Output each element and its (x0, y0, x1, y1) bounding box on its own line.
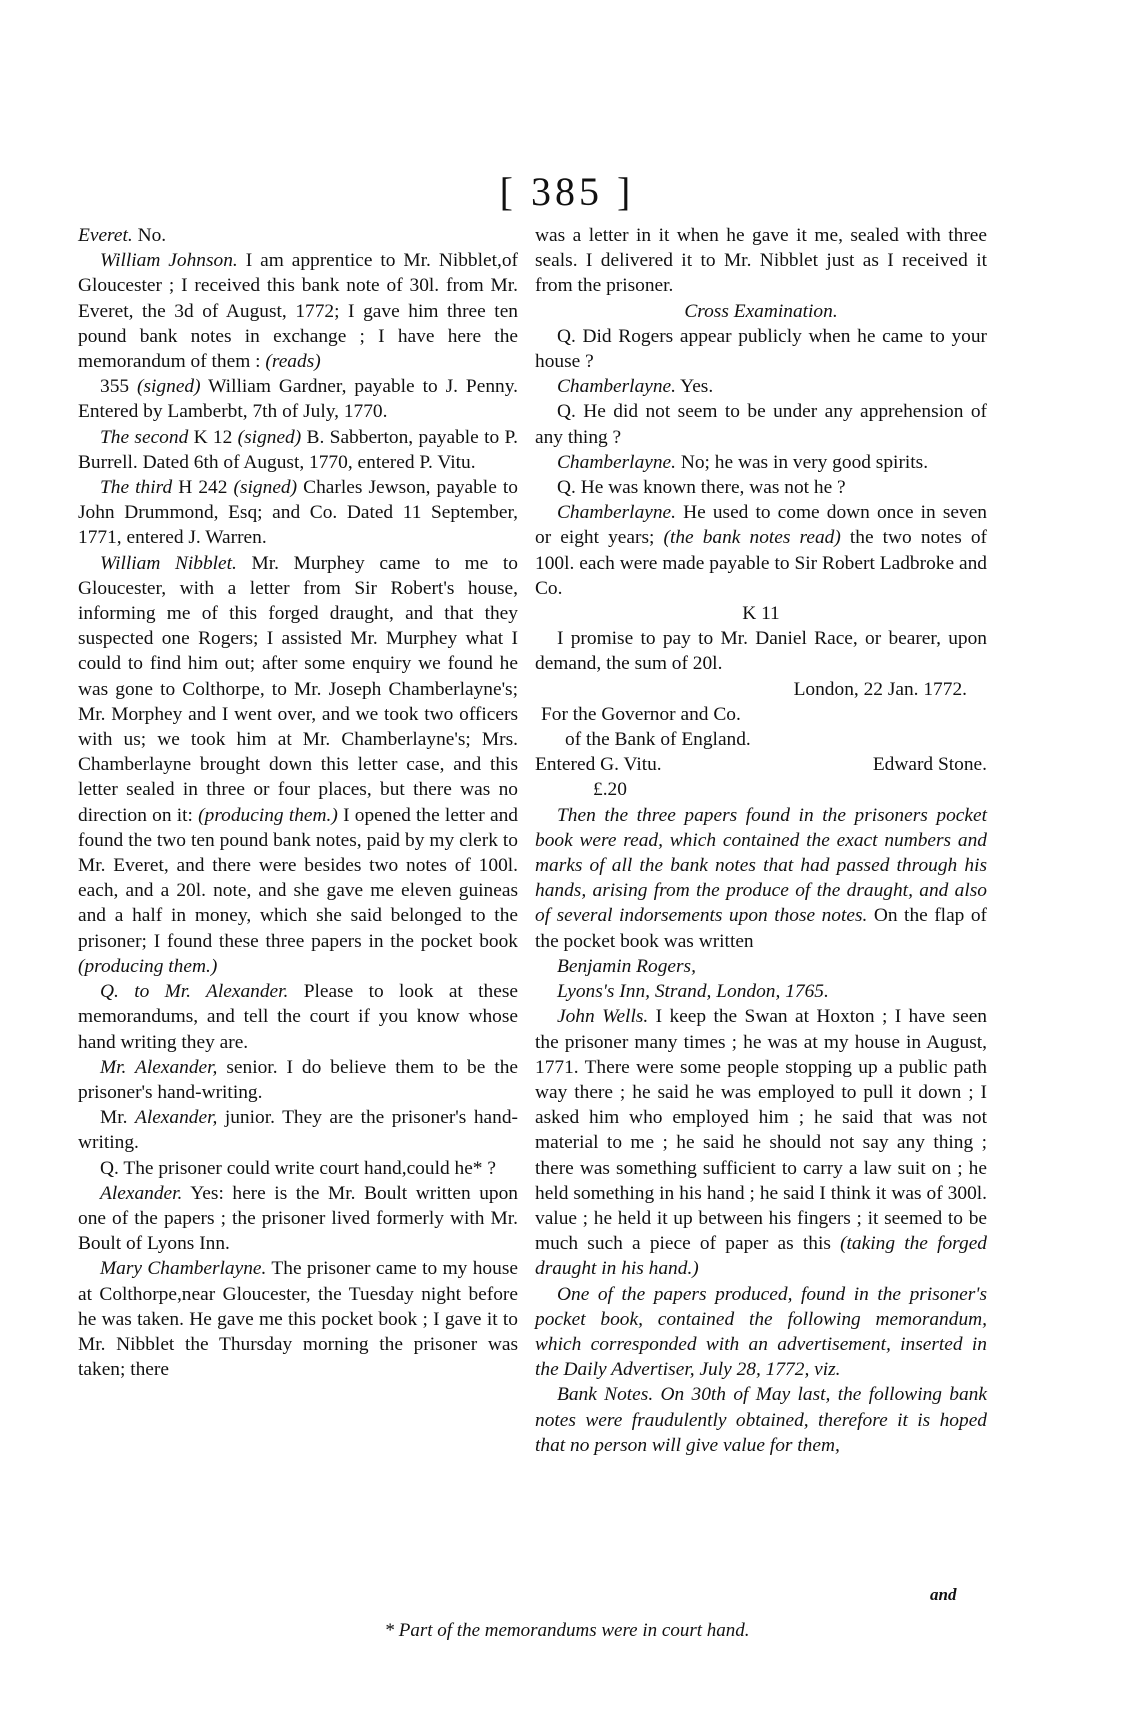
footnote: * Part of the memorandums were in court hand. (384, 1620, 750, 1641)
speaker: Mr. Alexander, (100, 1056, 218, 1078)
paragraph (78, 979, 518, 1055)
paragraph: Bank Notes. On 30th of May last, the following bank notes were fraudulently obtained, therefore it is hoped that no person will give value for them, (535, 1384, 987, 1456)
text: No; he was in very good spirits. (676, 451, 929, 473)
text: On the flap of the pocket book was written (535, 905, 988, 952)
text: I opened the letter and found the two ten pound bank notes, paid by my clerk to Mr. Everet, and there were besides two notes of 100l. each, and a 20l. note, and she gave me eleven guineas and a half in money, which she said belonged to the prisoner; I found these three papers in the pocket book (78, 804, 518, 952)
paragraph: of the Bank of England. (565, 729, 751, 751)
speaker: Alexander, (134, 1107, 218, 1129)
text: Please to look at these memorandums, and tell the court if you know whose hand writing they are. (78, 981, 518, 1053)
paragraph (78, 1055, 518, 1105)
paragraph: Q. He was known there, was not he ? (557, 477, 846, 499)
paragraph (78, 223, 518, 248)
stage-direction: (taking the forged draught in his hand.) (535, 1233, 987, 1280)
paragraph (78, 248, 518, 374)
speaker: The third (100, 477, 173, 499)
text: Mr. (100, 1107, 135, 1129)
paragraph: I promise to pay to Mr. Daniel Race, or bearer, upon demand, the sum of 20l. (535, 628, 987, 675)
text: I am apprentice to Mr. Nibblet,of Gloucester ; I received this bank note of 30l. from Mr. Everet, the 3d of August, 1772; I gave him three ten pound bank notes in exchange ; I have here the memorandum of them : (78, 250, 518, 373)
stage-direction: (producing them.) (192, 804, 338, 826)
paragraph: Q. Did Rogers appear publicly when he came to your house ? (535, 325, 987, 373)
right-column (535, 223, 987, 1458)
amount: £.20 (593, 779, 627, 801)
narrative: Then the three papers found in the prisoners pocket book were read, which contained the exact numbers and marks of all the bank notes that had passed through his hands, arising from the produce of the draught, and also of several indorsements upon those notes. (535, 804, 987, 927)
catchword: and (930, 1585, 957, 1604)
speaker: Alexander. (100, 1182, 183, 1204)
paragraph (78, 475, 518, 551)
stage-direction: (signed) (233, 477, 298, 499)
stage-direction: (signed) (237, 426, 302, 448)
text: Yes. (676, 376, 714, 398)
text: K 12 (188, 426, 238, 448)
left-column (78, 223, 518, 1382)
text: the two notes of 100l. each were made payable to Sir Robert Ladbroke and Co. (535, 527, 987, 599)
stage-direction: (producing them.) (78, 955, 218, 977)
signature-line (535, 752, 987, 777)
speaker: William Nibblet. (100, 552, 237, 574)
stage-direction: (the bank notes read) (654, 527, 841, 549)
speaker: Chamberlayne. (557, 376, 677, 398)
speaker: Mary Chamberlayne. (100, 1258, 267, 1280)
paragraph (78, 374, 518, 424)
paragraph: Q. He did not seem to be under any apprehension of any thing ? (535, 401, 987, 448)
text: Charles Jewson, payable to John Drummond, Esq; and Co. Dated 11 September, 1771, entered J. Warren. (78, 477, 518, 549)
text: I keep the Swan at Hoxton ; I have seen the prisoner many times ; he was at my house in August, 1771. There were some people stopping up a public path way there ; he said he was employed to pull it down ; I asked him who employed him ; he said that was not material to me ; he said he should not say any thing ; there was something sufficient to carry a law suit on ; he held something in his hand ; he said I think it was of 300l. value ; he held it up between his fingers ; it seemed to be much such a piece of paper as this (535, 1006, 988, 1255)
signature: Edward Stone. (872, 754, 987, 776)
text: The prisoner came to my house at Colthorpe,near Gloucester, the Tuesday night before he was taken. He gave me this pocket book ; I gave it to Mr. Nibblet the Thursday morning the prisoner was taken; there (78, 1258, 518, 1381)
speaker: The second (100, 426, 189, 448)
speaker: Chamberlayne. (557, 451, 677, 473)
paragraph: was a letter in it when he gave it me, sealed with three seals. I delivered it to Mr. Nibblet just as I received it from the prisoner. (535, 225, 987, 297)
paragraph (78, 1256, 518, 1382)
page-number: [ 385 ] (499, 169, 635, 214)
paragraph (78, 551, 518, 979)
note-mark: K 11 (742, 603, 780, 625)
text: Yes: here is the Mr. Boult written upon one of the papers ; the prisoner lived formerly with Mr. Boult of Lyons Inn. (78, 1182, 518, 1255)
text: B. Sabberton, payable to P. Burrell. Dated 6th of August, 1770, entered P. Vitu. (78, 426, 518, 473)
text: senior. I do believe them to be the prisoner's hand-writing. (78, 1056, 519, 1103)
speaker: John Wells. (557, 1006, 649, 1028)
text: No. (132, 225, 167, 246)
paragraph: Lyons's Inn, Strand, London, 1765. (557, 981, 829, 1003)
text: junior. They are the prisoner's hand-writing. (78, 1107, 518, 1154)
paragraph: One of the papers produced, found in the prisoner's pocket book, contained the following memorandum, which corresponded with an advertisement, inserted in the Daily Advertiser, July 28, 1772, viz. (535, 1283, 987, 1381)
text: 355 (100, 376, 138, 398)
text: He used to come down once in seven or eight years; (535, 502, 987, 549)
entered: Entered G. Vitu. (535, 754, 662, 776)
text: William Gardner, payable to J. Penny. Entered by Lamberbt, 7th of July, 1770. (78, 376, 518, 423)
speaker: Chamberlayne. (557, 502, 677, 524)
speaker: (signed) (137, 376, 201, 398)
speaker: William Johnson. (100, 250, 238, 272)
paragraph (535, 450, 987, 475)
paragraph (78, 1156, 518, 1181)
paragraph (535, 1004, 987, 1281)
text: Q. The prisoner could write court hand,could he* ? (100, 1157, 496, 1179)
speaker: Everet. (78, 225, 133, 246)
text: Mr. Murphey came to me to Gloucester, with a letter from Sir Robert's house, informing me of this forged draught, and that they suspected one Rogers; I assisted Mr. Murphey what I could to find him out; after some enquiry we found he was gone to Colthorpe, to Mr. Joseph Chamberlayne's; Mr. Morphey and I went over, and we took two officers with us; we took him at Mr. Chamberlayne's; Mrs. Chamberlayne brought down this letter case, and this letter sealed in three or four places, but there was no direction on it: (78, 552, 518, 826)
paragraph: For the Governor and Co. (541, 703, 741, 725)
text: H 242 (172, 477, 234, 499)
paragraph (78, 1181, 518, 1257)
speaker: Q. to Mr. Alexander. (100, 981, 289, 1003)
paragraph: Benjamin Rogers, (557, 955, 696, 977)
paragraph (535, 374, 987, 399)
paragraph (535, 803, 987, 954)
section-heading: Cross Examination. (684, 300, 838, 322)
note-date: London, 22 Jan. 1772. (793, 678, 967, 700)
stage-direction: (reads) (260, 351, 321, 373)
paragraph (78, 1105, 518, 1155)
paragraph (78, 425, 518, 475)
paragraph (535, 500, 987, 601)
